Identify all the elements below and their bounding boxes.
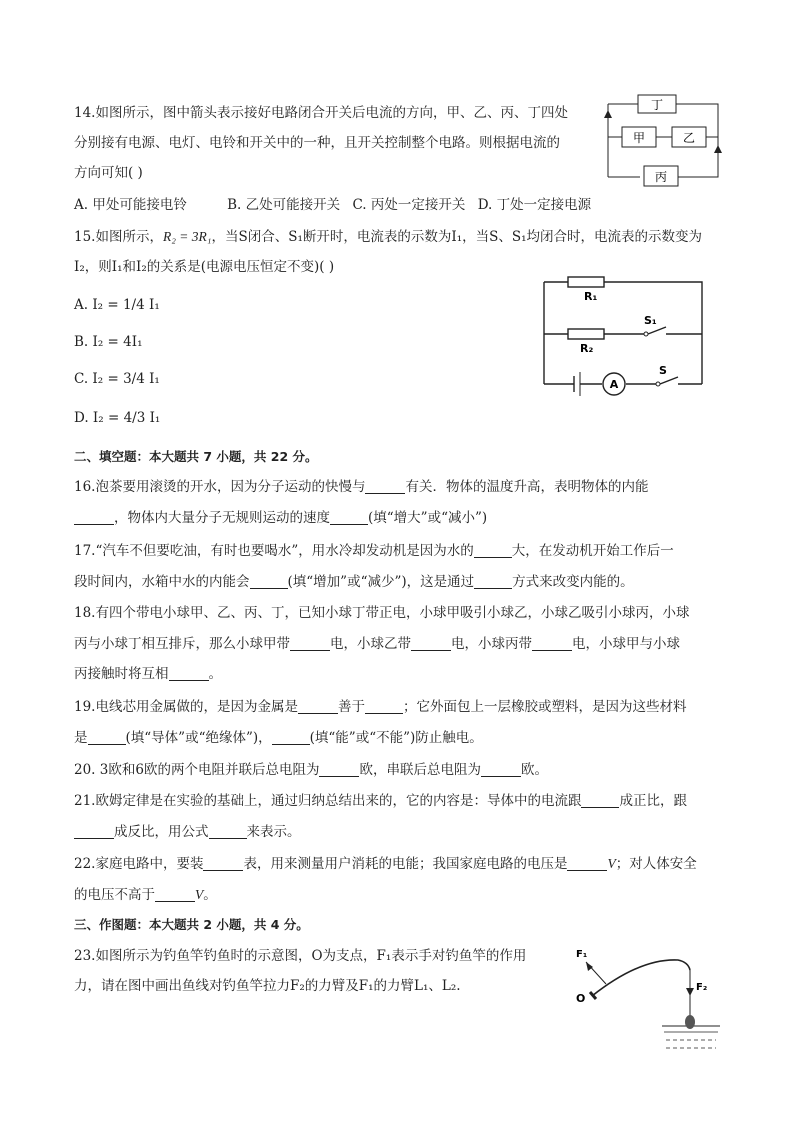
q14-label-bing: 丙 bbox=[654, 170, 668, 184]
q22-line1: 22.家庭电路中，要装 表，用来测量用户消耗的电能；我国家庭电路的电压是 V；对人体安全 bbox=[74, 856, 697, 872]
arrow-up-icon bbox=[604, 110, 612, 118]
q23-line2: 力，请在图中画出鱼线对钓鱼竿拉力F₂的力臂及F₁的力臂L₁、L₂. bbox=[74, 978, 461, 994]
q17-blank3[interactable] bbox=[474, 574, 512, 589]
q18-line2: 丙与小球丁相互排斥，那么小球甲带 电，小球乙带 电，小球丙带 电，小球甲与小球 bbox=[74, 636, 680, 652]
section-drawing-heading: 三、作图题：本大题共 2 小题，共 4 分。 bbox=[74, 917, 309, 932]
q18-line1: 18.有四个带电小球甲、乙、丙、丁，已知小球丁带正电，小球甲吸引小球乙，小球乙吸引小球丙，小球 bbox=[74, 605, 690, 621]
q15-label-r1: R₁ bbox=[584, 290, 598, 303]
q19-blank2[interactable] bbox=[365, 699, 403, 714]
q15-label-ammeter: A bbox=[609, 378, 619, 391]
q16-line2: ，物体内大量分子无规则运动的速度 (填“增大”或“减小”) bbox=[74, 509, 487, 527]
q17-line1: 17.“汽车不但要吃油，有时也要喝水”，用水冷却发动机是因为水的 大，在发动机开始工作后一 bbox=[74, 543, 674, 559]
q19-blank1[interactable] bbox=[298, 699, 338, 714]
q14-option-a[interactable]: A. 甲处可能接电铃 bbox=[74, 197, 187, 213]
q15-label-s1: S₁ bbox=[644, 314, 657, 327]
q17-blank1[interactable] bbox=[474, 543, 512, 558]
q16-line1: 16.泡茶要用滚烫的开水，因为分子运动的快慢与 有关．物体的温度升高，表明物体的内能 bbox=[74, 479, 649, 495]
q20-blank1[interactable] bbox=[319, 762, 359, 777]
q22-line2: 的电压不高于 V。 bbox=[74, 887, 217, 903]
q22-blank2[interactable] bbox=[567, 856, 607, 871]
q14-label-ding: 丁 bbox=[650, 98, 664, 112]
fish-icon bbox=[685, 1015, 695, 1029]
q15-option-d[interactable]: D. I₂ = 4/3 I₁ bbox=[74, 410, 161, 426]
q14-options bbox=[74, 196, 591, 214]
q15-resistor-r2 bbox=[568, 329, 604, 339]
q14-stem-line1: 14.如图所示，图中箭头表示接好电路闭合开关后电流的方向，甲、乙、丙、丁四处 bbox=[74, 105, 568, 121]
q14-option-d[interactable]: D. 丁处一定接电源 bbox=[477, 197, 592, 213]
q15-stem-line2: I₂，则I₁和I₂的关系是(电源电压恒定不变)( ) bbox=[74, 259, 335, 275]
q15-option-c[interactable]: C. I₂ = 3/4 I₁ bbox=[74, 371, 160, 387]
q14-circuit-figure bbox=[598, 90, 732, 190]
q14-option-b[interactable]: B. 乙处可能接开关 bbox=[227, 197, 341, 213]
q15-relation: R₂ = 3R₁ bbox=[162, 229, 212, 244]
q17-blank2[interactable] bbox=[250, 574, 288, 589]
q14-stem-line3: 方向可知( ) bbox=[74, 165, 143, 181]
q14-label-jia: 甲 bbox=[632, 131, 646, 145]
q15-option-b[interactable]: B. I₂ = 4I₁ bbox=[74, 334, 143, 350]
q15-option-a[interactable]: A. I₂ = 1/4 I₁ bbox=[74, 297, 160, 313]
q18-blank4[interactable] bbox=[169, 666, 209, 681]
q23-fishing-rod-figure bbox=[570, 940, 730, 1060]
q18-blank2[interactable] bbox=[411, 636, 451, 651]
q21-line2: 成反比，用公式 来表示。 bbox=[74, 823, 301, 841]
q14-label-yi: 乙 bbox=[682, 131, 696, 145]
q15-label-r2: R₂ bbox=[580, 342, 594, 355]
q15-label-s: S bbox=[659, 364, 667, 377]
q19-blank3[interactable] bbox=[88, 730, 126, 745]
q20-line: 20. 3欧和6欧的两个电阻并联后总电阻为 欧，串联后总电阻为 欧。 bbox=[74, 762, 548, 778]
q18-blank1[interactable] bbox=[290, 636, 330, 651]
q15-stem-line1: 15.如图所示，R₂ = 3R₁，当S闭合、S₁断开时，电流表的示数为I₁，当S、S₁均闭合时，电流表的示数变为 bbox=[74, 229, 703, 245]
q23-label-f2: F₂ bbox=[696, 982, 708, 993]
section-fill-in-heading: 二、填空题：本大题共 7 小题，共 22 分。 bbox=[74, 449, 318, 464]
q15-resistor-r1 bbox=[568, 277, 604, 287]
q19-line1: 19.电线芯用金属做的，是因为金属是 善于 ；它外面包上一层橡胶或塑料，是因为这些材料 bbox=[74, 699, 687, 715]
q23-label-f1: F₁ bbox=[576, 949, 588, 960]
q19-line2: 是 (填“导体”或“绝缘体”)， (填“能”或“不能”)防止触电。 bbox=[74, 730, 483, 746]
q21-blank3[interactable] bbox=[209, 824, 247, 839]
q23-line1: 23.如图所示为钓鱼竿钓鱼时的示意图，O为支点，F₁表示手对钓鱼竿的作用 bbox=[74, 948, 527, 964]
q20-blank2[interactable] bbox=[481, 762, 521, 777]
q23-label-o: O bbox=[576, 992, 586, 1005]
q14-option-c[interactable]: C. 丙处一定接开关 bbox=[352, 197, 466, 213]
q19-blank4[interactable] bbox=[272, 730, 310, 745]
q22-blank3[interactable] bbox=[155, 887, 195, 902]
q17-line2: 段时间内，水箱中水的内能会 (填“增加”或“减少”)，这是通过 方式来改变内能的。 bbox=[74, 574, 634, 590]
q16-blank1[interactable] bbox=[365, 479, 405, 494]
arrow-up-icon bbox=[714, 145, 722, 153]
q15-circuit-figure bbox=[540, 272, 710, 397]
q18-line3: 丙接触时将互相 。 bbox=[74, 666, 222, 682]
q16-blank3[interactable] bbox=[330, 510, 368, 525]
q14-stem-line2: 分别接有电源、电灯、电铃和开关中的一种，且开关控制整个电路。则根据电流的 bbox=[74, 135, 560, 151]
q21-line1: 21.欧姆定律是在实验的基础上，通过归纳总结出来的，它的内容是：导体中的电流跟 成正比，跟 bbox=[74, 793, 687, 809]
q21-blank1[interactable] bbox=[581, 793, 619, 808]
q18-blank3[interactable] bbox=[532, 636, 572, 651]
q16-blank2[interactable] bbox=[74, 510, 114, 525]
q21-blank2[interactable] bbox=[74, 824, 114, 839]
fishing-rod bbox=[592, 960, 690, 996]
q22-blank1[interactable] bbox=[203, 856, 243, 871]
